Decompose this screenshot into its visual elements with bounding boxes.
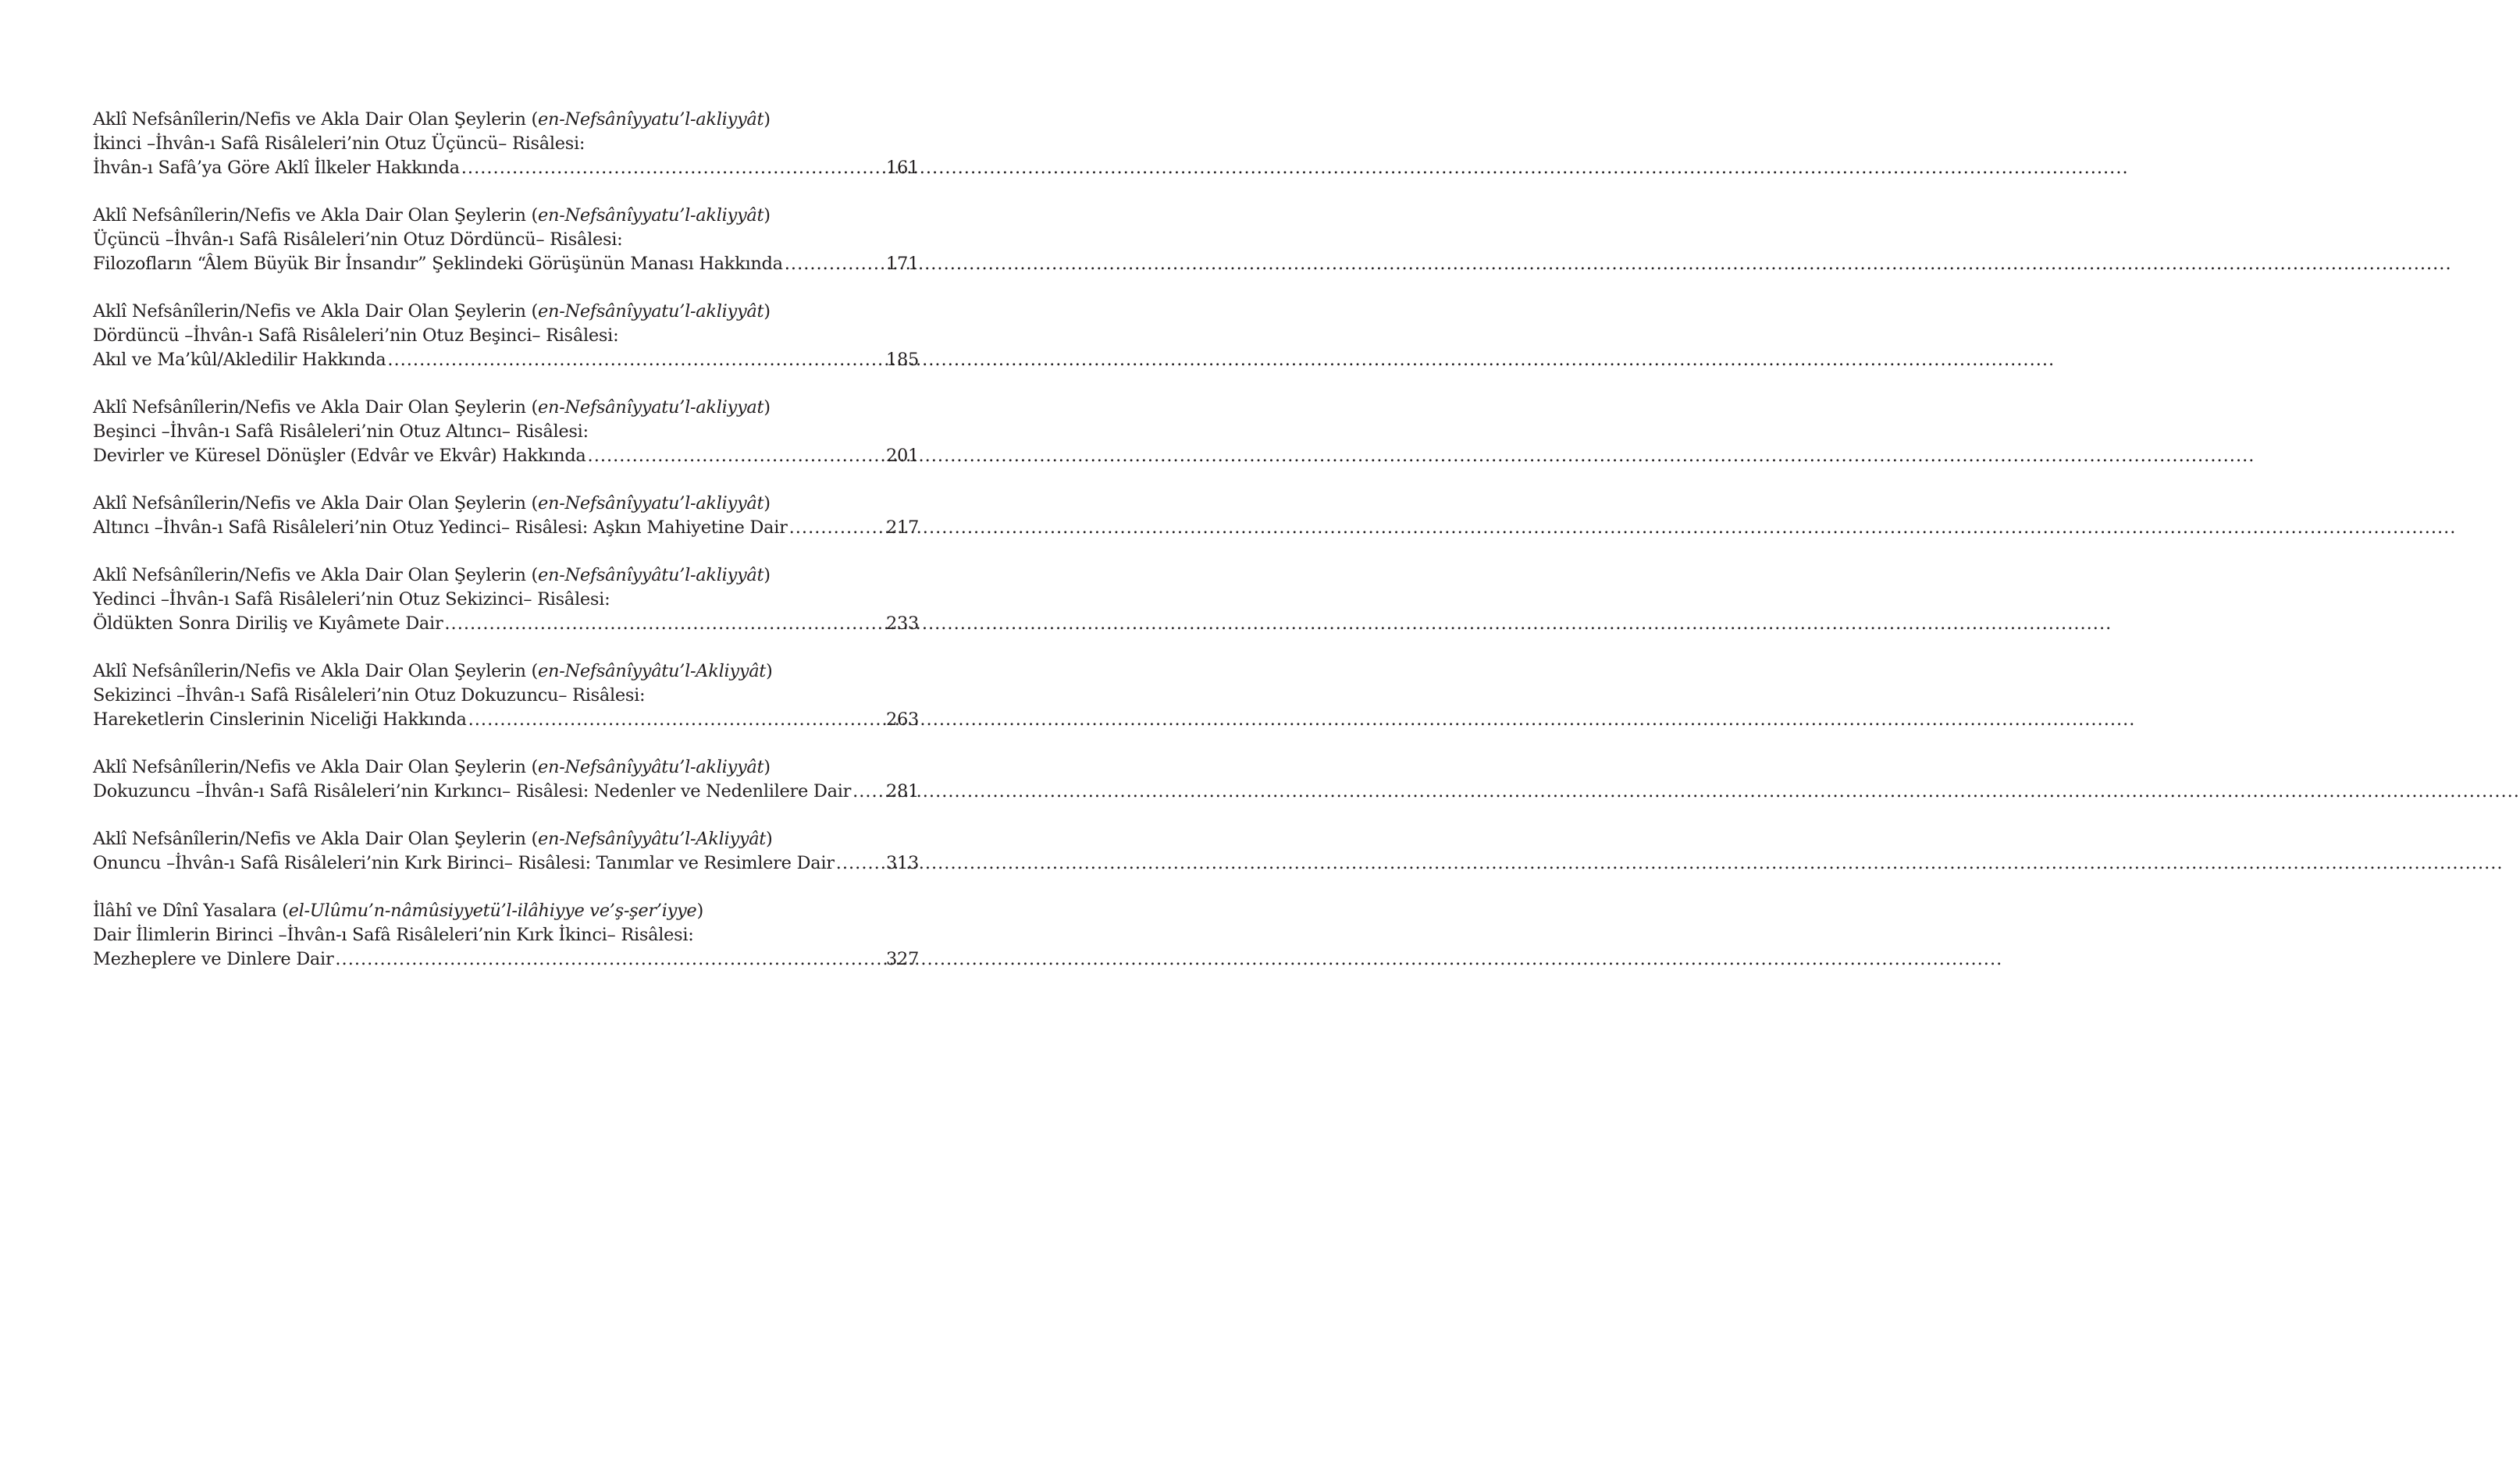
toc-entry-title: Öldükten Sonra Diriliş ve Kıyâmete Dair [93,613,443,634]
toc-entry[interactable] [93,563,919,636]
page-number: 233 [885,613,919,634]
toc-entry-subtitle: Sekizinci –İhvân-ı Safâ Risâleleri’nin Otuz Dokuzuncu– Risâlesi: [93,685,646,706]
dot-leader [444,612,884,636]
toc-entry-heading: Aklî Nefsânîlerin/Nefis ve Akla Dair Olan Şeylerin (en-Nefsânîyyâtu’l-akliyyât) [93,757,771,777]
toc-entry-title-line [93,851,919,876]
dot-leader [852,780,884,804]
page-number: 313 [885,853,919,873]
page-number: 161 [885,158,919,178]
toc-entry-title-line [93,252,919,276]
toc-entry-title-line [93,612,919,636]
toc-entry-subtitle: Beşinci –İhvân-ı Safâ Risâleleri’nin Otuz Altıncı– Risâlesi: [93,421,589,442]
toc-entry-heading: İlâhî ve Dînî Yasalara (el-Ulûmu’n-nâmûsiyyetü’l-ilâhiyye ve’ş-şer’iyye) [93,901,703,921]
page-number: 185 [885,350,919,370]
page-number: 263 [885,709,919,730]
dot-leader [789,516,884,540]
toc-entry-subtitle: İkinci –İhvân-ı Safâ Risâleleri’nin Otuz Üçüncü– Risâlesi: [93,133,586,154]
toc-entry[interactable] [93,492,919,540]
toc-entry-heading: Aklî Nefsânîlerin/Nefis ve Akla Dair Olan Şeylerin (en-Nefsânîyyatu’l-akliyyat) [93,397,771,418]
dot-leader [785,252,884,276]
toc-entry-title: Hareketlerin Cinslerinin Niceliği Hakkında [93,709,467,730]
toc-entry[interactable] [93,827,919,876]
toc-entry-title: Akıl ve Ma’kûl/Akledilir Hakkında [93,350,386,370]
toc-entry-subtitle: Dair İlimlerin Birinci –İhvân-ı Safâ Risâleleri’nin Kırk İkinci– Risâlesi: [93,925,694,945]
toc-entry-title: Devirler ve Küresel Dönüşler (Edvâr ve Ekvâr) Hakkında [93,446,586,466]
page-number: 201 [885,446,919,466]
toc-entry-title-line [93,348,919,372]
toc-entry-heading: Aklî Nefsânîlerin/Nefis ve Akla Dair Olan Şeylerin (en-Nefsânîyyâtu’l-Akliyyât) [93,829,773,849]
toc-entry[interactable] [93,659,919,732]
toc-entry-title: Dokuzuncu –İhvân-ı Safâ Risâleleri’nin Kırkıncı– Risâlesi: Nedenler ve Nedenlilere Dair [93,781,852,801]
toc-entry-title-line [93,780,919,804]
toc-entry-title-line [93,708,919,732]
dot-leader [468,708,884,732]
toc-entry[interactable] [93,204,919,276]
page-number: 327 [885,949,919,969]
toc-entry-title: İhvân-ı Safâ’ya Göre Aklî İlkeler Hakkında [93,158,460,178]
toc-entry-title-line [93,156,919,180]
dot-leader [387,348,884,372]
dot-leader [588,444,884,468]
toc-entry-heading: Aklî Nefsânîlerin/Nefis ve Akla Dair Olan Şeylerin (en-Nefsânîyyatu’l-akliyyât) [93,109,771,130]
toc-entry[interactable] [93,300,919,372]
toc-entry-heading: Aklî Nefsânîlerin/Nefis ve Akla Dair Olan Şeylerin (en-Nefsânîyyâtu’l-Akliyyât) [93,661,773,681]
page-number: 281 [885,781,919,801]
toc-entry-title: Filozofların “Âlem Büyük Bir İnsandır” Şeklindeki Görüşünün Manası Hakkında [93,254,783,274]
toc-entry-subtitle: Yedinci –İhvân-ı Safâ Risâleleri’nin Otuz Sekizinci– Risâlesi: [93,589,610,610]
toc-entry-title: Mezheplere ve Dinlere Dair [93,949,334,969]
page-number: 217 [885,517,919,538]
toc-entry-heading: Aklî Nefsânîlerin/Nefis ve Akla Dair Olan Şeylerin (en-Nefsânîyyâtu’l-akliyyât) [93,565,771,585]
toc-entry[interactable] [93,755,919,804]
table-of-contents [93,108,919,995]
toc-entry-title: Altıncı –İhvân-ı Safâ Risâleleri’nin Otuz Yedinci– Risâlesi: Aşkın Mahiyetine Dair [93,517,788,538]
toc-entry-subtitle: Dördüncü –İhvân-ı Safâ Risâleleri’nin Otuz Beşinci– Risâlesi: [93,325,619,346]
toc-entry-subtitle: Üçüncü –İhvân-ı Safâ Risâleleri’nin Otuz Dördüncü– Risâlesi: [93,229,623,250]
toc-entry[interactable] [93,396,919,468]
toc-entry-heading: Aklî Nefsânîlerin/Nefis ve Akla Dair Olan Şeylerin (en-Nefsânîyyatu’l-akliyyât) [93,205,771,226]
toc-entry-title-line [93,444,919,468]
dot-leader [836,851,884,876]
toc-entry[interactable] [93,899,919,972]
toc-entry-heading: Aklî Nefsânîlerin/Nefis ve Akla Dair Olan Şeylerin (en-Nefsânîyyatu’l-akliyyât) [93,301,771,322]
toc-entry-title-line [93,947,919,972]
toc-entry-title: Onuncu –İhvân-ı Safâ Risâleleri’nin Kırk Birinci– Risâlesi: Tanımlar ve Resimlere Dair [93,853,835,873]
dot-leader [461,156,884,180]
toc-entry-heading: Aklî Nefsânîlerin/Nefis ve Akla Dair Olan Şeylerin (en-Nefsânîyyatu’l-akliyyât) [93,493,771,514]
toc-entry-title-line [93,516,919,540]
toc-entry[interactable] [93,108,919,180]
page-number: 171 [885,254,919,274]
dot-leader [335,947,884,972]
